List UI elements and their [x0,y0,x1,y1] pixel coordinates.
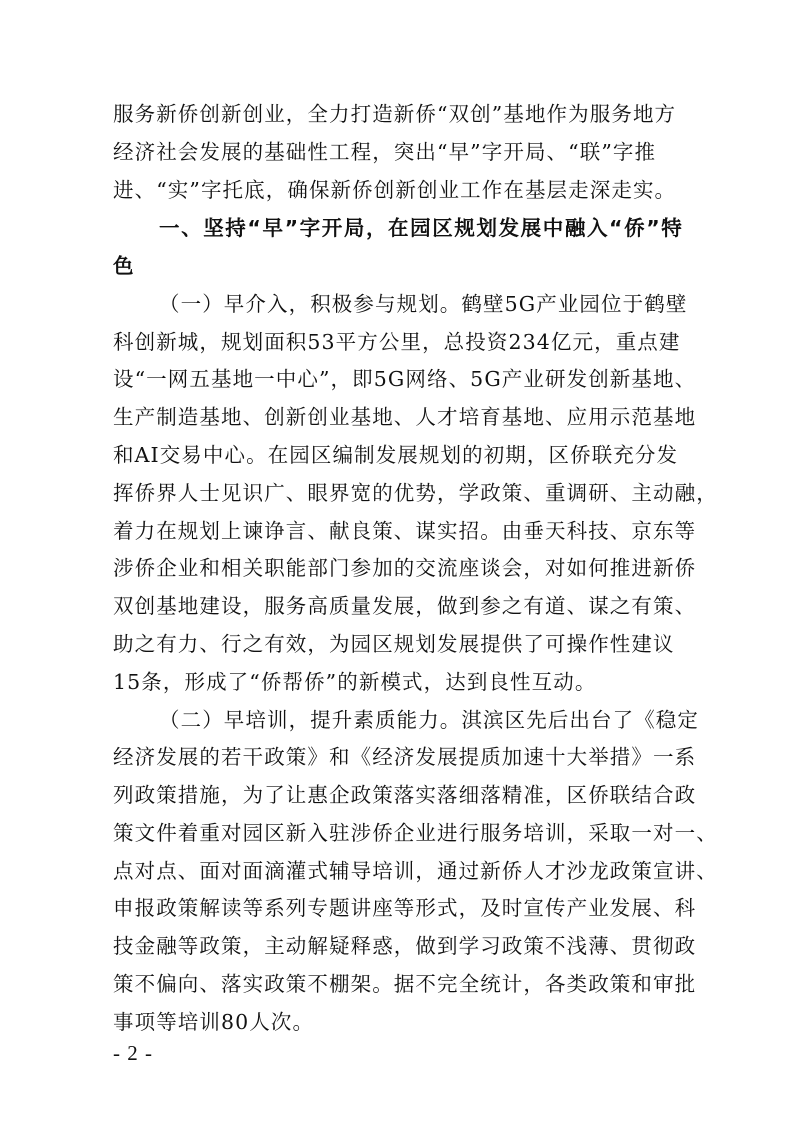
paragraph-line: 挥侨界人士见识广、眼界宽的优势，学政策、重调研、主动融， [113,481,718,505]
paragraph-line: 和AI交易中心。在园区编制发展规划的初期，区侨联充分发 [113,443,679,467]
paragraph-line: 策不偏向、落实政策不棚架。据不完全统计，各类政策和审批 [113,972,697,996]
paragraph-line: 点对点、面对面滴灌式辅导培训，通过新侨人才沙龙政策宣讲、 [113,859,718,883]
paragraph-line: 申报政策解读等系列专题讲座等形式，及时宣传产业发展、科 [113,896,697,920]
paragraph-line: 列政策措施，为了让惠企政策落实落细落精准，区侨联结合政 [113,783,697,807]
paragraph-line: 经济发展的若干政策》和《经济发展提质加速十大举措》一系 [113,745,697,769]
paragraph-line: 生产制造基地、创新创业基地、人才培育基地、应用示范基地 [113,405,697,429]
paragraph-line: 经济社会发展的基础性工程，突出“早”字开局、“联”字推 [113,140,657,164]
paragraph-line: 服务新侨创新创业，全力打造新侨“双创”基地作为服务地方 [113,102,677,126]
section-heading-continuation: 色 [113,254,136,278]
paragraph-line: 着力在规划上谏诤言、献良策、谋实招。由垂天科技、京东等 [113,519,697,543]
paragraph-line: 15条，形成了“侨帮侨”的新模式，达到良性互动。 [113,670,597,694]
paragraph-line: 涉侨企业和相关职能部门参加的交流座谈会，对如何推进新侨 [113,556,697,580]
paragraph-line: 策文件着重对园区新入驻涉侨企业进行服务培训，采取一对一、 [113,821,718,845]
paragraph-line: （二）早培训，提升素质能力。淇滨区先后出台了《稳定 [159,708,699,732]
paragraph-line: 技金融等政策，主动解疑释惑，做到学习政策不浅薄、贯彻政 [113,934,697,958]
paragraph-line: 设“一网五基地一中心”，即5G网络、5G产业研发创新基地、 [113,367,697,391]
paragraph-line: 助之有力、行之有效，为园区规划发展提供了可操作性建议 [113,632,675,656]
page-number: - 2 - [113,1041,153,1065]
section-heading: 一、坚持“早”字开局，在园区规划发展中融入“侨”特 [159,216,684,240]
paragraph-line: 科创新城，规划面积53平方公里，总投资234亿元，重点建 [113,330,681,354]
paragraph-line: 双创基地建设，服务高质量发展，做到参之有道、谋之有策、 [113,594,697,618]
paragraph-line: 事项等培训80人次。 [113,1010,315,1034]
paragraph-line: （一）早介入，积极参与规划。鹤壁5G产业园位于鹤壁 [159,292,688,316]
paragraph-line: 进、“实”字托底，确保新侨创新创业工作在基层走深走实。 [113,178,677,202]
